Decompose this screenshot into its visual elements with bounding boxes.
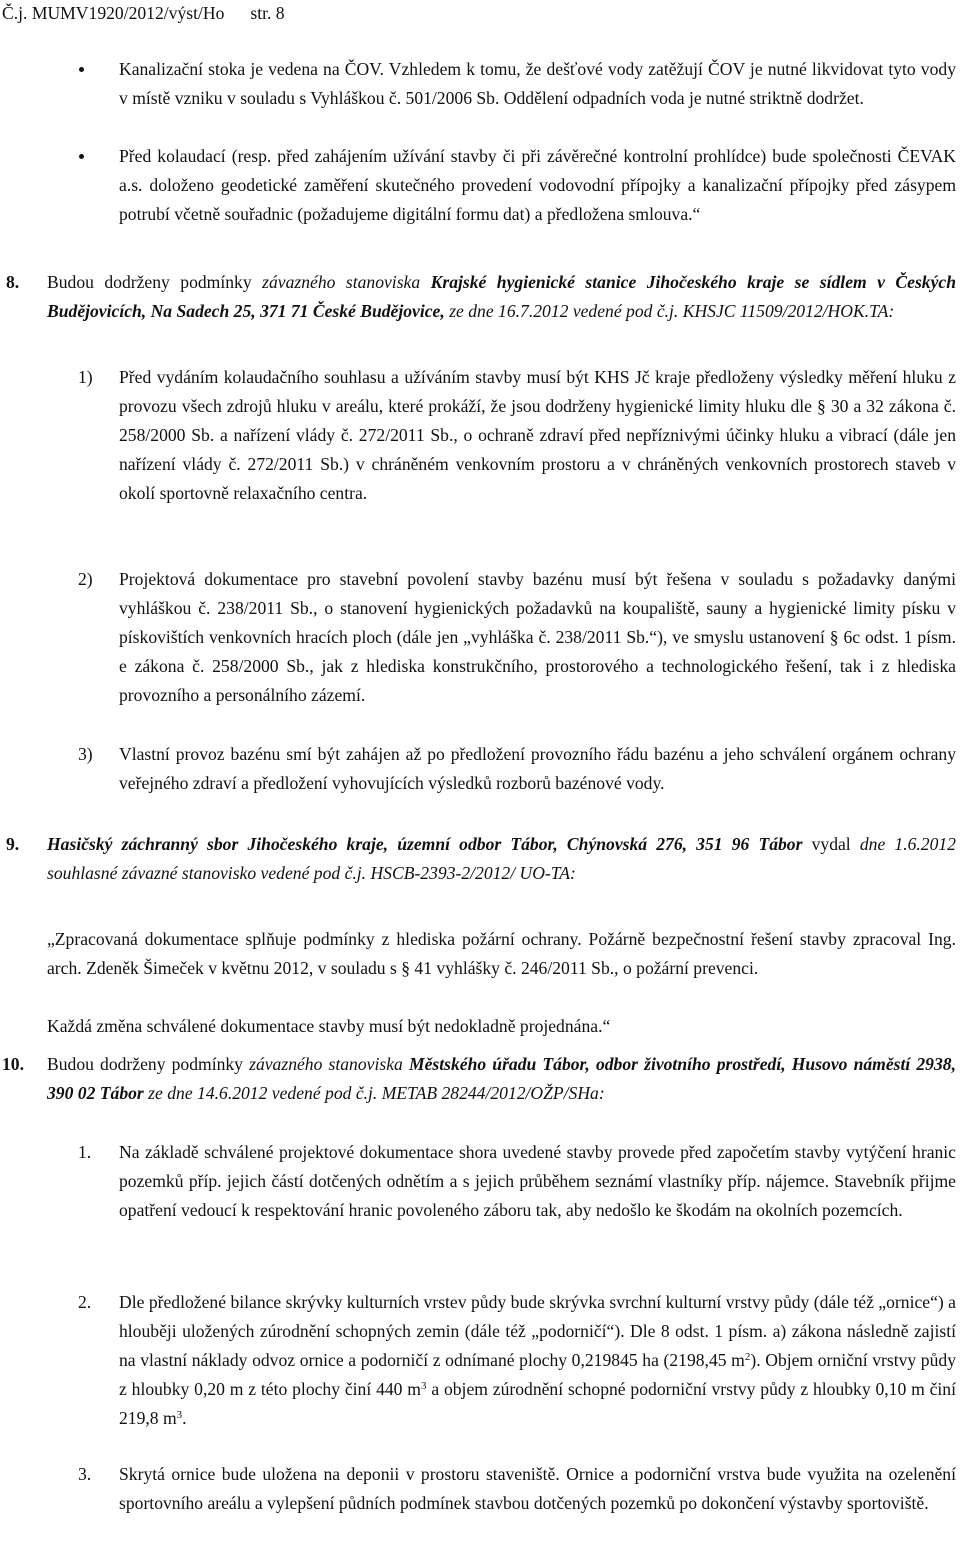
sub-number: 2. (78, 1292, 92, 1312)
sub-number: 1) (78, 367, 93, 387)
sub-text: Na základě schválené projektové dokumentace shora uvedené stavby provede před započetím stavby vytýčení hranic pozemků příp. jejich částí dotčených odnětím a s jejich průběhem seznámí vlastníky příp. nájemce. Stavebník přijme opatření vedoucí k respektování hranic povoleného záboru tak, aby nedošlo ke škodám na okolních pozemcích. (119, 1142, 956, 1220)
superscript: 3 (176, 1408, 183, 1421)
superscript: 3 (420, 1379, 427, 1392)
text-run: dne 1.6.2012 souhlasné závazné stanovisko vedené pod č.j. HSCB-2393-2/2012/ UO-TA: (47, 834, 956, 883)
sub-text: Vlastní provoz bazénu smí být zahájen až po předložení provozního řádu bazénu a jeho schválení orgánem ochrany veřejného zdraví a předložení vyhovujících výsledků rozborů bazénové vody. (119, 744, 956, 793)
condition-number: 9. (6, 834, 20, 854)
text-run: závazného stanoviska (262, 272, 421, 292)
page-number: str. 8 (250, 3, 285, 23)
sub-text: Skrytá ornice bude uložena na deponii v prostoru staveniště. Ornice a podorniční vrstva bude využita na ozelenění sportovního areálu a vylepšení půdních podmínek stavbou dotčených pozemků po dokončení výstavby sportoviště. (119, 1464, 956, 1513)
text-run: ze dne 16.7.2012 vedené pod č.j. KHSJC 11509/2012/HOK.TA: (449, 300, 895, 321)
superscript: 2 (744, 1350, 751, 1363)
quote-paragraph: „Zpracovaná dokumentace splňuje podmínky z hlediska požární ochrany. Požárně bezpečnostní řešení stavby zpracoval Ing. arch. Zdeněk Šimeček v květnu 2012, v souladu s § 41 vyhlášky č. 246/2011 Sb., o požární prevenci. (47, 929, 956, 978)
sub-number: 1. (78, 1142, 92, 1162)
bullet-text: Před kolaudací (resp. před zahájením užívání stavby či při závěrečné kontrolní prohlídce) bude společnosti ČEVAK a.s. doloženo geodetické zaměření skutečného provedení vodovodní přípojky a kanalizační přípojky před zásypem potrubí včetně souřadnic (požadujeme digitální formu dat) a předložena smlouva.“ (119, 146, 956, 224)
authority-name: Městského úřadu Tábor, odbor životního prostředí, Husovo náměstí 2938, 390 02 Tábor (47, 1054, 956, 1103)
authority-name: Hasičský záchranný sbor Jihočeského kraje, územní odbor Tábor, Chýnovská 276, 351 96 Tábor (47, 834, 803, 854)
text-run: Budou dodrženy podmínky (47, 272, 252, 292)
sub-text: Před vydáním kolaudačního souhlasu a užíváním stavby musí být KHS Jč kraje předloženy výsledky měření hluku z provozu všech zdrojů hluku v areálu, které prokáží, že jsou dodrženy hygienické limity hluku dle § 30 a 32 zákona č. 258/2000 Sb. a nařízení vlády č. 272/2011 Sb., o ochraně zdraví před nepříznivými účinky hluku a vibrací (dále jen nařízení vlády č. 272/2011 Sb.) v chráněném venkovním prostoru a v chráněných venkovních prostorech staveb v okolí sportovně relaxačního centra. (119, 367, 956, 503)
authority-name: Krajské hygienické stanice Jihočeského kraje se sídlem v Českých Budějovicích, Na Sadech 25, 371 71 České Budějovice, (47, 272, 956, 321)
condition-9-text (47, 830, 956, 888)
sub-number: 3) (78, 744, 93, 764)
condition-number: 8. (6, 272, 20, 292)
bullet-text: Kanalizační stoka je vedena na ČOV. Vzhledem k tomu, že dešťové vody zatěžují ČOV je nutné likvidovat tyto vody v místě vzniku v souladu s Vyhláškou č. 501/2006 Sb. Oddělení odpadních voda je nutné striktně dodržet. (119, 59, 956, 108)
text-run: závazného stanoviska (249, 1054, 403, 1074)
condition-8-text (47, 268, 956, 326)
text-run: Dle předložené bilance skrývky kulturních vrstev půdy bude skrývka svrchní kulturní vrstvy půdy (dále též „ornice“) a hlouběji uložených zúrodnění schopných zemin (dále též „podorničí“). Dle 8 odst. 1 písm. a) zákona následně zajistí na vlastní náklady odvoz ornice a podorničí z odnímané plochy 0,219845 ha (2198,45 m (119, 1292, 960, 1370)
condition-10-text (47, 1050, 956, 1108)
condition-number: 10. (2, 1054, 24, 1074)
text-run: . (182, 1407, 187, 1428)
text-run: ). Objem orniční vrstvy půdy z hloubky 0,20 m z této plochy činí 440 m (119, 1349, 960, 1399)
page-header (2, 2, 285, 26)
text-run: Budou dodrženy podmínky (47, 1054, 243, 1074)
quote-paragraph: Každá změna schválené dokumentace stavby musí být nedokladně projednána.“ (47, 1016, 611, 1036)
document-reference: Č.j. MUMV1920/2012/výst/Ho (2, 3, 225, 23)
text-run: a objem zúrodnění schopné podorniční vrstvy půdy z hloubky 0,10 m činí 219,8 m (119, 1378, 960, 1428)
sub-number: 2) (78, 569, 93, 589)
text-run: ze dne 14.6.2012 vedené pod č.j. METAB 28244/2012/OŽP/SHa: (148, 1082, 605, 1103)
text-run: vydal (811, 834, 851, 854)
sub-number: 3. (78, 1464, 92, 1484)
bullet-icon (79, 154, 84, 159)
bullet-icon (79, 67, 84, 72)
sub-text: Projektová dokumentace pro stavební povolení stavby bazénu musí být řešena v souladu s požadavky danými vyhláškou č. 238/2011 Sb., o stanovení hygienických požadavků na koupaliště, sauny a hygienické limity písku v pískovištích venkovních hracích ploch (dále jen „vyhláška č. 238/2011 Sb.“), ve smyslu ustanovení § 6c odst. 1 písm. e zákona č. 258/2000 Sb., jak z hlediska konstrukčního, prostorového a technologického řešení, tak i z hlediska provozního a personálního zázemí. (119, 569, 956, 705)
sub-text (119, 1288, 960, 1433)
